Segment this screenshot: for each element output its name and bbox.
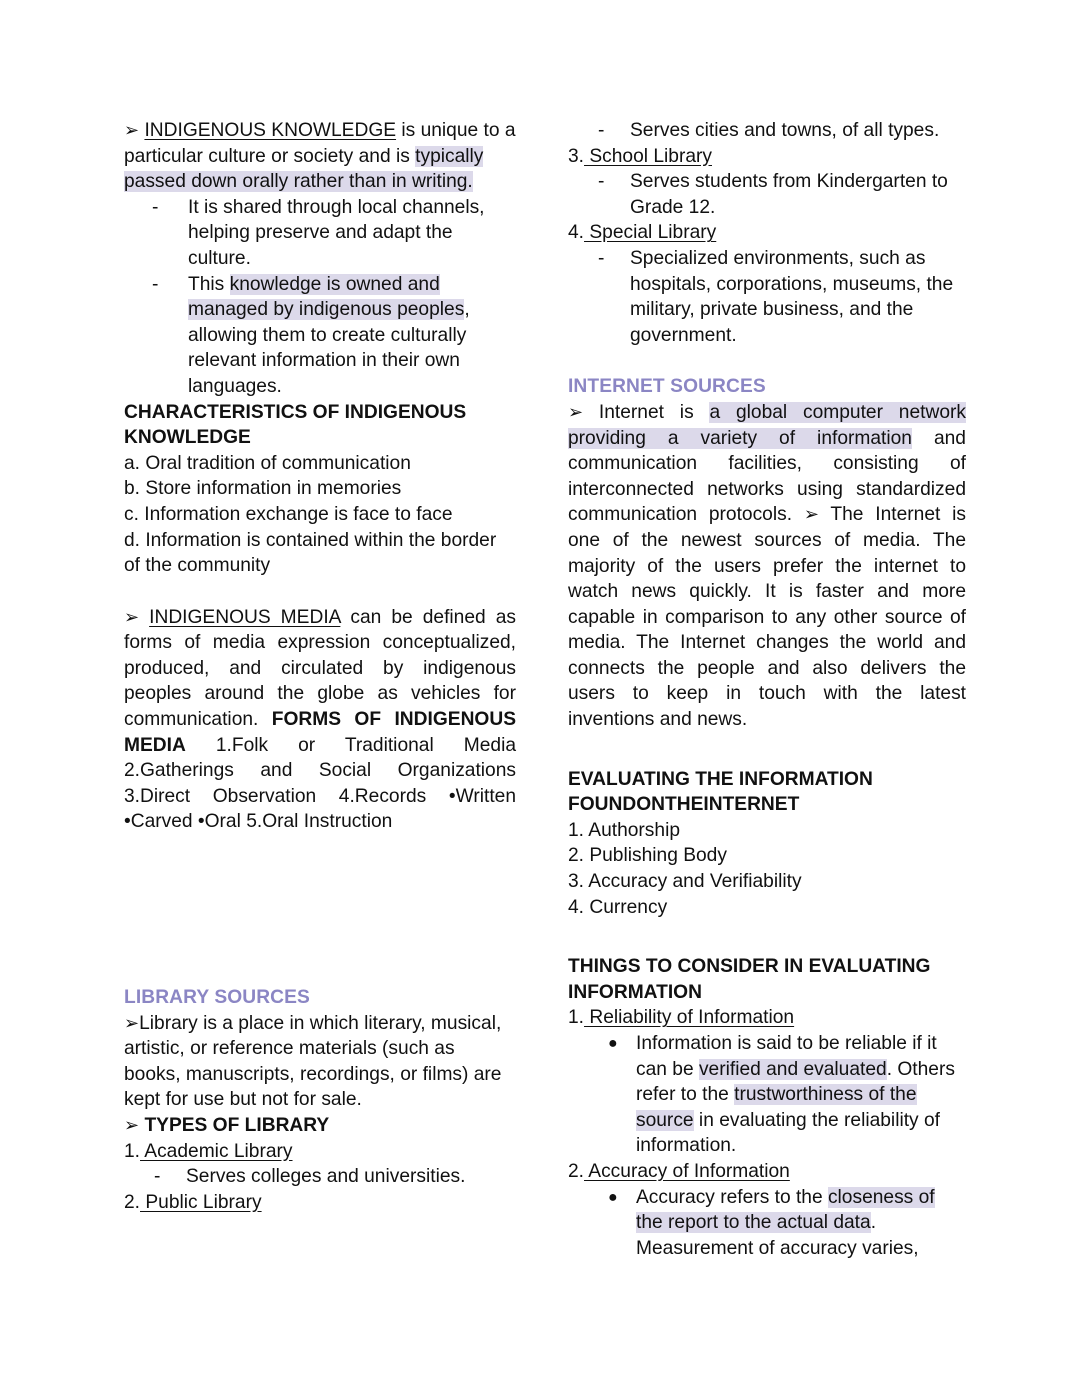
evaluating-heading-line-2: FOUNDONTHEINTERNET bbox=[568, 794, 800, 816]
ik-highlight-1: typically passed down orally rather than in writing. bbox=[124, 145, 484, 193]
evaluating-item-4: 4. Currency bbox=[568, 896, 668, 918]
consider-item-1-name: Reliability of Information bbox=[584, 1007, 795, 1029]
im-body-1: can be defined as forms of media expression conceptualized, produced, and circulated by indigenous peoples around the globe as vehicles for communication. bbox=[124, 606, 516, 731]
term-indigenous-knowledge: INDIGENOUS KNOWLEDGE bbox=[144, 120, 397, 141]
arrow-bullet-icon: ➢ bbox=[124, 120, 140, 140]
characteristics-item-b: b. Store information in memories bbox=[124, 478, 402, 500]
public-library-detail bbox=[568, 118, 966, 144]
left-column bbox=[124, 118, 516, 1215]
consider-item-1-detail bbox=[568, 1031, 966, 1159]
is-plain-1: Internet is bbox=[583, 401, 710, 423]
consider-item-2-name: Accuracy of Information bbox=[584, 1160, 790, 1182]
library-definition-text: Library is a place in which literary, musical, artistic, or reference materials (such as books, manuscripts, recordings, or films) are kept for use but not for sale. bbox=[124, 1012, 502, 1111]
consider-item-2-detail bbox=[568, 1185, 966, 1262]
filled-circle-bullet-icon: ● bbox=[608, 1035, 618, 1052]
spacer bbox=[568, 733, 966, 767]
characteristics-heading-line-1: CHARACTERISTICS OF INDIGENOUS bbox=[124, 401, 467, 423]
library-type-2-name: Public Library bbox=[140, 1191, 262, 1213]
library-type-1-detail-text: Serves colleges and universities. bbox=[186, 1166, 466, 1188]
evaluating-item-3: 3. Accuracy and Verifiability bbox=[568, 871, 802, 893]
consider-1-plain-1: Information is said to be reliable if it can be bbox=[636, 1033, 937, 1080]
library-type-1-detail bbox=[124, 1164, 516, 1190]
im-body-2: 1.Folk or Traditional Media 2.Gatherings and Social Organizations 3.Direct Observation 4.Records •Written •Carved •Oral 5.Oral Instruction bbox=[124, 734, 516, 833]
term-indigenous-media: INDIGENOUS MEDIA bbox=[149, 606, 341, 628]
arrow-bullet-icon: ➢ bbox=[124, 606, 140, 627]
consider-item-2 bbox=[568, 1159, 966, 1185]
ik-sub-item-2-plain-1: This bbox=[188, 273, 230, 295]
spacer bbox=[124, 579, 516, 605]
types-of-library-heading: TYPES OF LIBRARY bbox=[144, 1115, 330, 1136]
dash-bullet-icon: - bbox=[598, 171, 605, 193]
internet-sources-heading: INTERNET SOURCES bbox=[568, 376, 766, 398]
dash-bullet-icon: - bbox=[598, 247, 605, 269]
library-type-3-name: School Library bbox=[584, 145, 712, 167]
ik-sub-item-1 bbox=[124, 195, 516, 272]
dash-bullet-icon: - bbox=[152, 196, 159, 218]
is-plain-3: The Internet is one of the newest sources of media. The majority of the users prefer the internet to watch news quickly. It is faster and more capable in comparison to any other source of media. The Internet changes the world and connects the people and also delivers the users to keep in touch with the latest inventions and news. bbox=[568, 504, 966, 731]
consider-2-plain-2: . Measurement of accuracy varies, bbox=[636, 1212, 919, 1259]
spacer bbox=[568, 920, 966, 954]
consider-item-1-number: 1. bbox=[568, 1007, 585, 1029]
characteristics-item-a: a. Oral tradition of communication bbox=[124, 452, 411, 474]
library-type-2-number: 2. bbox=[124, 1191, 141, 1213]
evaluating-item-2: 2. Publishing Body bbox=[568, 845, 727, 867]
consider-item-1 bbox=[568, 1005, 966, 1031]
library-type-4-detail-text: Specialized environments, such as hospitals, corporations, museums, the military, private business, and the government. bbox=[630, 247, 954, 346]
right-column bbox=[568, 118, 966, 1261]
arrow-bullet-icon: ➢ bbox=[124, 1115, 140, 1135]
characteristics-item-c: c. Information exchange is face to face bbox=[124, 503, 453, 525]
characteristics-item-d: d. Information is contained within the border of the community bbox=[124, 529, 497, 577]
is-plain-2: and communication facilities, consisting of interconnected networks using standardized communication protocols. bbox=[568, 427, 966, 526]
dash-bullet-icon: - bbox=[598, 120, 605, 141]
public-library-detail-text: Serves cities and towns, of all types. bbox=[630, 120, 940, 141]
library-type-3-detail bbox=[568, 169, 966, 220]
library-type-4-name: Special Library bbox=[584, 222, 717, 244]
ik-plain-text-1: is unique to a particular culture or society and is bbox=[124, 120, 516, 167]
consider-2-highlight-1: closeness of the report to the actual data bbox=[636, 1186, 935, 1234]
library-type-1-number: 1. bbox=[124, 1140, 141, 1162]
consider-1-highlight-1: verified and evaluated bbox=[698, 1058, 887, 1080]
arrow-bullet-icon: ➢ bbox=[124, 1012, 140, 1033]
library-type-4 bbox=[568, 220, 966, 246]
forms-of-indigenous-media-heading: FORMS OF INDIGENOUS MEDIA bbox=[124, 709, 517, 756]
library-type-3 bbox=[568, 144, 966, 170]
section-gap bbox=[124, 835, 516, 985]
library-type-4-detail bbox=[568, 246, 966, 348]
internet-sources-paragraph bbox=[568, 400, 966, 733]
consider-1-plain-2: . Others refer to the bbox=[636, 1058, 955, 1106]
dash-bullet-icon: - bbox=[154, 1166, 161, 1188]
library-type-3-number: 3. bbox=[568, 145, 585, 167]
is-highlight-1: a global computer network providing a variety of information bbox=[568, 401, 966, 449]
ik-sub-item-2 bbox=[124, 272, 516, 400]
evaluating-heading-line-1: EVALUATING THE INFORMATION bbox=[568, 768, 873, 790]
indigenous-knowledge-definition bbox=[124, 118, 516, 195]
spacer bbox=[568, 348, 966, 374]
filled-circle-bullet-icon: ● bbox=[608, 1188, 618, 1206]
arrow-bullet-icon: ➢ bbox=[803, 504, 819, 525]
library-type-2 bbox=[124, 1190, 516, 1216]
library-sources-heading: LIBRARY SOURCES bbox=[124, 987, 310, 1009]
types-of-library-heading-row bbox=[124, 1113, 516, 1139]
evaluating-item-1: 1. Authorship bbox=[568, 819, 681, 841]
library-type-3-detail-text: Serves students from Kindergarten to Grade 12. bbox=[630, 171, 948, 218]
library-type-4-number: 4. bbox=[568, 222, 585, 244]
things-to-consider-heading-line-2: INFORMATION bbox=[568, 981, 702, 1003]
consider-item-2-number: 2. bbox=[568, 1160, 585, 1182]
ik-sub-item-1-text: It is shared through local channels, helping preserve and adapt the culture. bbox=[188, 196, 485, 269]
ik-sub-item-2-highlight: knowledge is owned and managed by indigenous peoples bbox=[188, 273, 465, 321]
library-type-1 bbox=[124, 1139, 516, 1165]
consider-1-highlight-2: trustworthiness of the source bbox=[636, 1084, 917, 1131]
consider-2-plain-1: Accuracy refers to the bbox=[636, 1186, 828, 1208]
indigenous-media-paragraph bbox=[124, 605, 516, 835]
library-type-1-name: Academic Library bbox=[140, 1140, 293, 1162]
things-to-consider-heading-line-1: THINGS TO CONSIDER IN EVALUATING bbox=[568, 956, 931, 978]
characteristics-heading-line-2: KNOWLEDGE bbox=[124, 427, 251, 449]
arrow-bullet-icon: ➢ bbox=[568, 401, 584, 422]
dash-bullet-icon: - bbox=[152, 273, 159, 295]
consider-1-plain-3: in evaluating the reliability of information. bbox=[636, 1109, 940, 1157]
ik-sub-item-2-plain-2: , allowing them to create culturally relevant information in their own languages. bbox=[188, 299, 470, 397]
library-definition bbox=[124, 1011, 516, 1113]
